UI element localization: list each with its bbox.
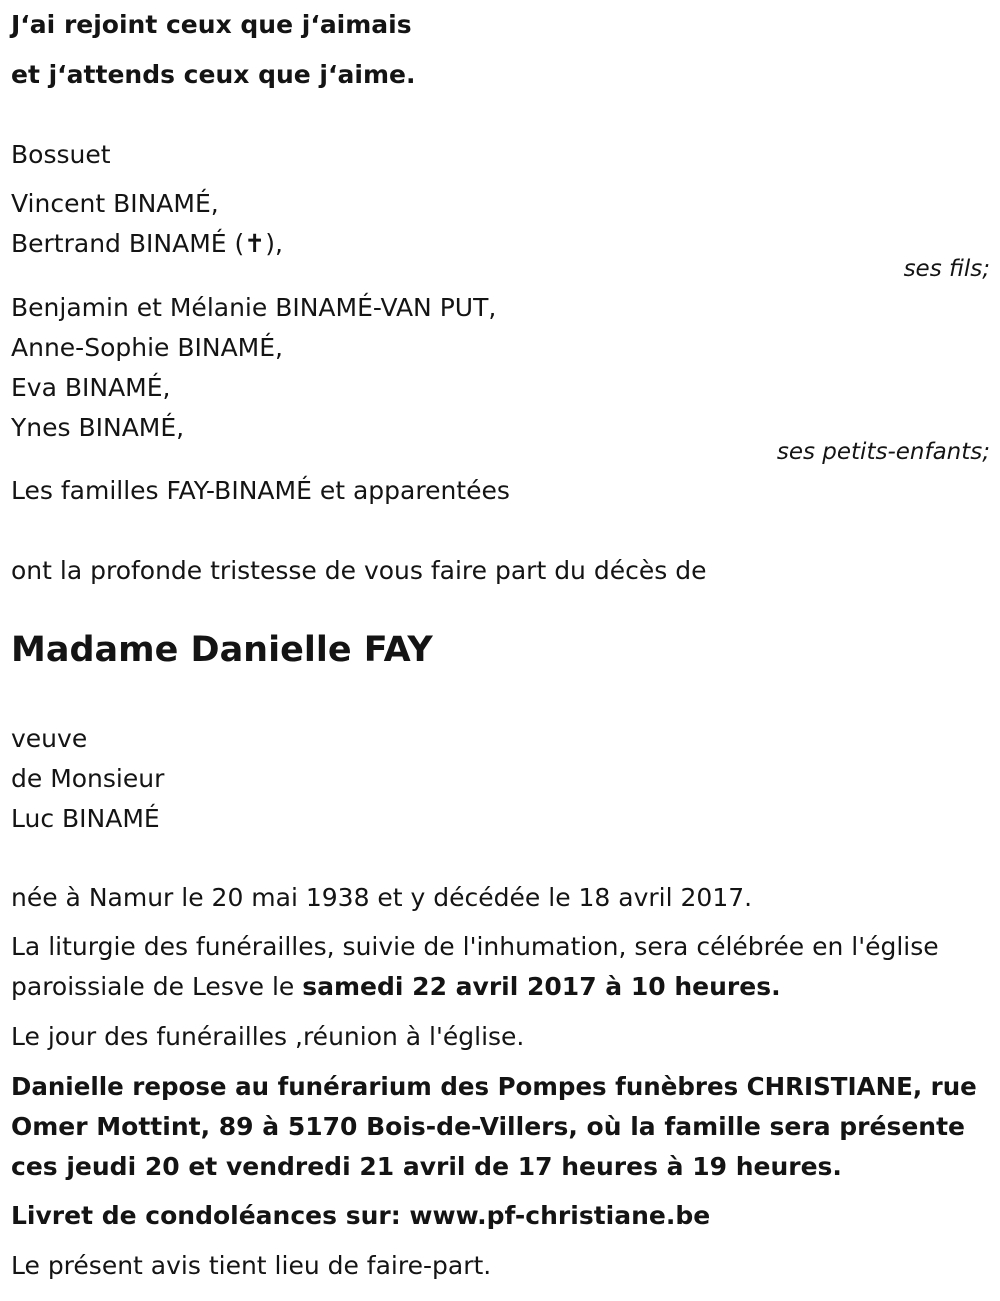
widow-line-2: de Monsieur bbox=[11, 764, 165, 793]
liturgy-line-2 bbox=[11, 972, 781, 1002]
closing: Le présent avis tient lieu de faire-part. bbox=[11, 1251, 492, 1280]
sons-relation: ses fils; bbox=[903, 256, 990, 282]
liturgy-place: paroissiale de Lesve le bbox=[11, 972, 303, 1001]
funerarium-line-2: Omer Mottint, 89 à 5170 Bois-de-Villers, où la famille sera présente bbox=[11, 1112, 966, 1141]
birth-death: née à Namur le 20 mai 1938 et y décédée le 18 avril 2017. bbox=[11, 883, 753, 912]
grandchild-name-1: Benjamin et Mélanie BINAMÉ-VAN PUT, bbox=[11, 293, 497, 322]
widow-line-1: veuve bbox=[11, 724, 88, 753]
grandchild-name-2: Anne-Sophie BINAMÉ, bbox=[11, 333, 283, 362]
epitaph-line-1: J‘ai rejoint ceux que j‘aimais bbox=[11, 10, 412, 39]
condolences: Livret de condoléances sur: www.pf-christiane.be bbox=[11, 1201, 711, 1230]
liturgy-date: samedi 22 avril 2017 à 10 heures. bbox=[302, 972, 781, 1001]
place: Bossuet bbox=[11, 140, 111, 169]
grandchild-name-3: Eva BINAMÉ, bbox=[11, 373, 171, 402]
grandchildren-relation: ses petits-enfants; bbox=[776, 439, 990, 465]
liturgy-line-1: La liturgie des funérailles, suivie de l'inhumation, sera célébrée en l'église bbox=[11, 932, 939, 961]
epitaph-line-2: et j‘attends ceux que j‘aime. bbox=[11, 60, 416, 89]
funerarium-line-1: Danielle repose au funérarium des Pompes funèbres CHRISTIANE, rue bbox=[11, 1072, 977, 1101]
meeting: Le jour des funérailles ,réunion à l'église. bbox=[11, 1022, 525, 1051]
grandchild-name-4: Ynes BINAMÉ, bbox=[11, 413, 185, 442]
funerarium-line-3: ces jeudi 20 et vendredi 21 avril de 17 heures à 19 heures. bbox=[11, 1152, 842, 1181]
deceased-name: Madame Danielle FAY bbox=[11, 630, 433, 670]
son-name-2: Bertrand BINAMÉ (✝), bbox=[11, 229, 283, 258]
widow-line-3: Luc BINAMÉ bbox=[11, 804, 160, 833]
families: Les familles FAY-BINAMÉ et apparentées bbox=[11, 476, 510, 505]
announcement: ont la profonde tristesse de vous faire part du décès de bbox=[11, 556, 707, 585]
son-name-1: Vincent BINAMÉ, bbox=[11, 189, 219, 218]
